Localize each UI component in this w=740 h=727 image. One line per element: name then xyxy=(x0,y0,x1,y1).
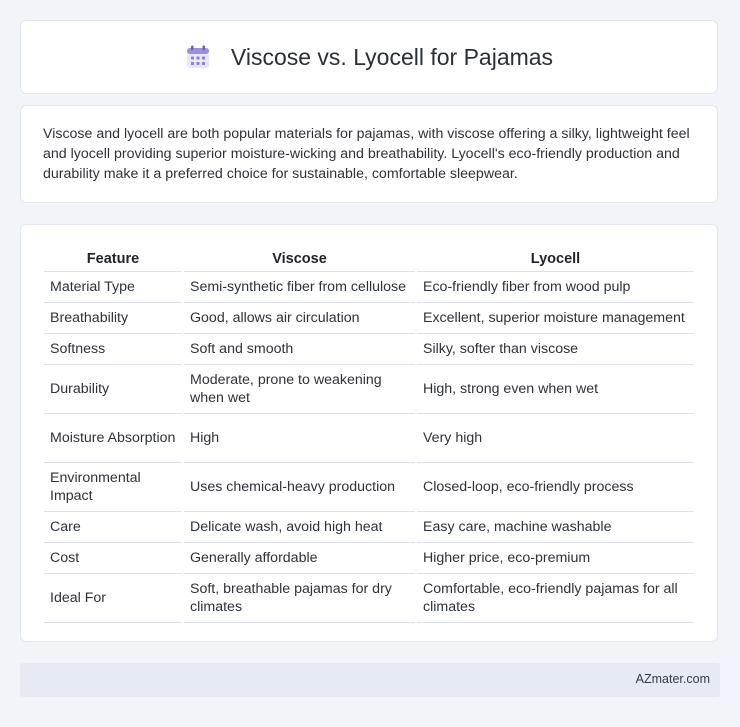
header-lyocell: Lyocell xyxy=(417,247,694,272)
table-row xyxy=(44,272,694,303)
comparison-card xyxy=(20,224,718,642)
viscose-cell: Good, allows air circulation xyxy=(184,303,415,334)
viscose-cell: Soft, breathable pajamas for dry climates xyxy=(184,574,415,623)
calendar-icon xyxy=(185,44,211,70)
table-row xyxy=(44,414,694,463)
table-row xyxy=(44,334,694,365)
feature-cell: Material Type xyxy=(44,272,182,303)
lyocell-cell: Comfortable, eco-friendly pajamas for all climates xyxy=(417,574,694,623)
viscose-cell: Soft and smooth xyxy=(184,334,415,365)
summary-card xyxy=(20,105,718,203)
lyocell-cell: Eco-friendly fiber from wood pulp xyxy=(417,272,694,303)
feature-cell: Care xyxy=(44,512,182,543)
lyocell-cell: Excellent, superior moisture management xyxy=(417,303,694,334)
table-row xyxy=(44,574,694,623)
footer-brand[interactable]: AZmater.com xyxy=(635,672,710,686)
viscose-cell: Generally affordable xyxy=(184,543,415,574)
table-row xyxy=(44,365,694,414)
feature-cell: Ideal For xyxy=(44,574,182,623)
title-wrap xyxy=(185,44,553,71)
footer-bar xyxy=(20,663,720,697)
lyocell-cell: Closed-loop, eco-friendly process xyxy=(417,463,694,512)
viscose-cell: Semi-synthetic fiber from cellulose xyxy=(184,272,415,303)
table-row xyxy=(44,512,694,543)
feature-cell: Softness xyxy=(44,334,182,365)
feature-cell: Cost xyxy=(44,543,182,574)
feature-cell: Moisture Absorption xyxy=(44,414,182,463)
table-row xyxy=(44,463,694,512)
viscose-cell: High xyxy=(184,414,415,463)
feature-cell: Breathability xyxy=(44,303,182,334)
table-row xyxy=(44,303,694,334)
header-viscose: Viscose xyxy=(184,247,415,272)
title-card xyxy=(20,20,718,94)
table-row xyxy=(44,543,694,574)
table-header-row xyxy=(44,247,694,272)
lyocell-cell: Very high xyxy=(417,414,694,463)
lyocell-cell: Silky, softer than viscose xyxy=(417,334,694,365)
header-feature: Feature xyxy=(44,247,182,272)
lyocell-cell: High, strong even when wet xyxy=(417,365,694,414)
viscose-cell: Delicate wash, avoid high heat xyxy=(184,512,415,543)
lyocell-cell: Easy care, machine washable xyxy=(417,512,694,543)
feature-cell: Durability xyxy=(44,365,182,414)
feature-cell: Environmental Impact xyxy=(44,463,182,512)
page-title: Viscose vs. Lyocell for Pajamas xyxy=(230,43,554,70)
viscose-cell: Moderate, prone to weakening when wet xyxy=(184,365,415,414)
viscose-cell: Uses chemical-heavy production xyxy=(184,463,415,512)
summary-text: Viscose and lyocell are both popular materials for pajamas, with viscose offering a silky, lightweight feel and lyocell providing superior moisture-wicking and breathability. Lyocell's eco-friendly production and durability make it a preferred choice for sustainable, comfortable sleepwear. xyxy=(43,126,690,182)
lyocell-cell: Higher price, eco-premium xyxy=(417,543,694,574)
comparison-table xyxy=(42,247,696,623)
